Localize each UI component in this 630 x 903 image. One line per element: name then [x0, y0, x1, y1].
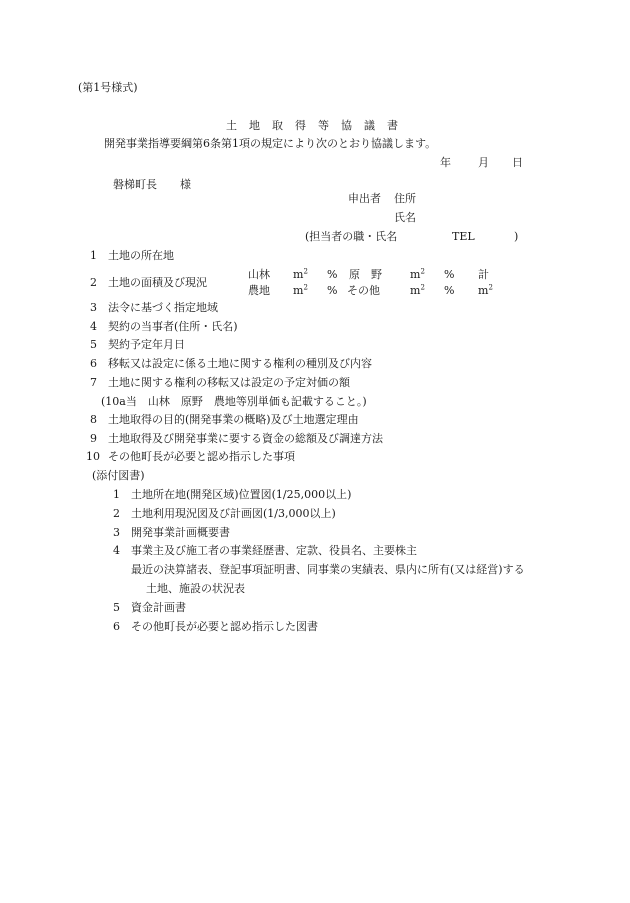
date-month: 月: [478, 156, 489, 169]
applicant-label: 申出者: [348, 192, 381, 205]
document-title: 土地取得等協議書: [226, 119, 410, 132]
tel-label: TEL: [452, 230, 475, 243]
item-8-text: 土地取得の目的(開発事業の概略)及び土地選定理由: [108, 413, 359, 426]
item-9-number: 9: [90, 432, 97, 445]
attachment-4-number: 4: [113, 544, 120, 557]
sqm-exponent: 2: [420, 283, 425, 292]
attachment-5-text: 資金計画書: [131, 601, 186, 614]
sqm-unit: m: [410, 284, 421, 297]
name-label: 氏名: [394, 211, 416, 224]
item-5-number: 5: [90, 338, 97, 351]
attachment-4-text: 事業主及び施工者の事業経歴書、定款、役員名、主要株主: [131, 544, 417, 557]
area-wilderness-unit: [410, 268, 425, 282]
intro-text: 開発事業指導要綱第6条第1項の規定により次のとおり協議します。: [104, 137, 437, 150]
area-forest-label: 山林: [248, 268, 270, 281]
attachment-4-line-2: 最近の決算諸表、登記事項証明書、同事業の実績表、県内に所有(又は経営)する: [131, 563, 525, 576]
area-wilderness-label: 原 野: [349, 268, 382, 281]
item-3-text: 法令に基づく指定地域: [108, 301, 218, 314]
area-farmland-label: 農地: [248, 284, 270, 297]
area-other-label: その他: [347, 284, 380, 297]
attachment-3-number: 3: [113, 526, 120, 539]
item-7-text: 土地に関する権利の移転又は設定の予定対価の額: [108, 376, 350, 389]
area-total-label: 計: [478, 268, 489, 281]
addressee: 磐梯町長: [113, 178, 157, 191]
attachment-1-number: 1: [113, 488, 120, 501]
sqm-unit: m: [478, 284, 489, 297]
date-day: 日: [512, 156, 523, 169]
sqm-exponent: 2: [303, 283, 308, 292]
item-4-text: 契約の当事者(住所・氏名): [108, 320, 238, 333]
item-5-text: 契約予定年月日: [108, 338, 185, 351]
form-number: (第1号様式): [78, 81, 138, 94]
area-farmland-percent: %: [327, 284, 338, 297]
item-7-note: (10a当 山林 原野 農地等別単価も記載すること。): [101, 395, 367, 408]
area-other-unit: [410, 284, 425, 298]
contact-label: (担当者の職・氏名: [305, 230, 398, 243]
date-year: 年: [440, 156, 451, 169]
attachment-3-text: 開発事業計画概要書: [131, 526, 230, 539]
attachment-1-text: 土地所在地(開発区域)位置図(1/25,000以上): [131, 488, 352, 501]
item-2-text: 土地の面積及び現況: [108, 276, 207, 289]
attachment-4-line-3: 土地、施設の状況表: [146, 582, 245, 595]
area-other-percent: %: [444, 284, 455, 297]
sqm-exponent: 2: [488, 283, 493, 292]
attachment-2-number: 2: [113, 507, 120, 520]
sqm-unit: m: [293, 268, 304, 281]
item-4-number: 4: [90, 320, 97, 333]
attachment-6-number: 6: [113, 620, 120, 633]
area-wilderness-percent: %: [444, 268, 455, 281]
item-7-number: 7: [90, 376, 97, 389]
honorific: 様: [180, 178, 191, 191]
item-6-number: 6: [90, 357, 97, 370]
sqm-exponent: 2: [303, 267, 308, 276]
item-1-text: 土地の所在地: [108, 249, 174, 262]
item-10-text: その他町長が必要と認め指示した事項: [108, 450, 295, 463]
address-label: 住所: [394, 192, 416, 205]
attachments-heading: (添付図書): [92, 469, 145, 482]
item-1-number: 1: [90, 249, 97, 262]
attachment-5-number: 5: [113, 601, 120, 614]
item-8-number: 8: [90, 413, 97, 426]
contact-close: ): [514, 230, 519, 243]
sqm-unit: m: [410, 268, 421, 281]
sqm-exponent: 2: [420, 267, 425, 276]
item-6-text: 移転又は設定に係る土地に関する権利の種別及び内容: [108, 357, 372, 370]
item-2-number: 2: [90, 276, 97, 289]
area-farmland-unit: [293, 284, 308, 298]
area-total-unit: [478, 284, 493, 298]
attachment-6-text: その他町長が必要と認め指示した図書: [131, 620, 318, 633]
item-3-number: 3: [90, 301, 97, 314]
area-forest-unit: [293, 268, 308, 282]
sqm-unit: m: [293, 284, 304, 297]
attachment-2-text: 土地利用現況図及び計画図(1/3,000以上): [131, 507, 336, 520]
item-9-text: 土地取得及び開発事業に要する資金の総額及び調達方法: [108, 432, 383, 445]
area-forest-percent: %: [327, 268, 338, 281]
item-10-number: 10: [86, 450, 100, 463]
